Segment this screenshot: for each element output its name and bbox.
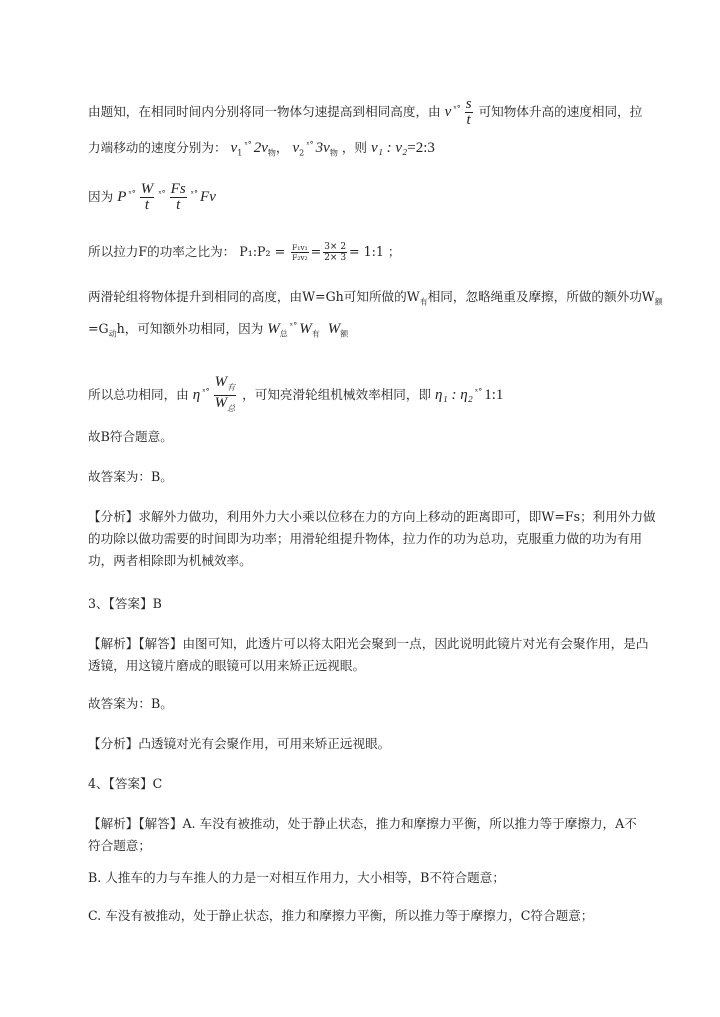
text-line: 力端移动的速度分别为： $v_1^{ˣ^\circ}$ $2v_物$， $v_2^{ˣ^\circ}$ $3v_物$ ，则 v₁ : v₂=2:3 (88, 140, 435, 158)
text-line: 【解析】【解答】A. 车没有被推动，处于静止状态，推力和摩擦力平衡，所以推力等于摩擦力，A不 (88, 816, 637, 831)
math-var: η₁ : η₂ (435, 387, 473, 403)
text: 所以总功相同，由 (88, 387, 189, 402)
eq-glyph: ˣ° (306, 140, 314, 149)
subscript: 物 (267, 148, 276, 158)
text-line: C. 车没有被推动，处于静止状态，推力和摩擦力平衡，所以推力等于摩擦力，C符合题意； (88, 908, 594, 923)
numerator (214, 375, 237, 396)
eq-glyph: ˣ° (158, 188, 166, 198)
text: ，可知亮滑轮组机械效率相同，即 (242, 387, 432, 402)
denominator: t (466, 112, 471, 128)
subscript: 动 (108, 329, 117, 339)
fraction (323, 242, 347, 263)
text-line: 故答案为：B。 (88, 469, 173, 484)
subscript: 额 (340, 329, 349, 339)
subscript: 有 (311, 329, 320, 339)
math-var: W (214, 374, 228, 390)
numerator: W (140, 181, 154, 197)
subscript: 总 (227, 404, 236, 413)
text-line (88, 182, 216, 213)
subscript: 有 (227, 383, 236, 392)
eq-glyph: ˣ° (128, 188, 136, 198)
fraction (465, 97, 473, 128)
text: ，则 (341, 140, 368, 156)
math-var: v₁ : v₂ (371, 140, 408, 157)
subscript: 总 (279, 329, 288, 339)
math-var: v (444, 104, 452, 120)
text: 因为 (88, 189, 114, 204)
text: 1:1 (484, 387, 504, 403)
math-var: v (230, 140, 238, 157)
fraction (170, 182, 187, 213)
text: 所以拉力F的功率之比为： (88, 244, 236, 259)
text-line: 4、【答案】C (88, 776, 163, 791)
eq-glyph: ˣ° (289, 321, 298, 330)
denominator: t (144, 197, 150, 213)
math-var: P (117, 189, 127, 205)
fraction (140, 182, 155, 213)
math-var: η (192, 387, 201, 403)
text: 可知物体升高的速度相同，拉 (478, 104, 643, 119)
subscript: 物 (329, 148, 338, 158)
math-var: 2v (253, 140, 268, 157)
math-var: W (327, 321, 341, 338)
math-text: = (310, 244, 322, 259)
text-line (88, 242, 401, 263)
text-line (88, 289, 663, 311)
fraction (214, 375, 237, 416)
math-text: P₁:P₂ = (239, 244, 286, 259)
text-line: B. 人推车的力与车推人的力是一对相互作用力，大小相等，B不符合题意； (88, 870, 505, 885)
denominator: 2× 3 (324, 253, 347, 263)
text-line: 【分析】凸透镜对光有会聚作用，可用来矫正远视眼。 (88, 736, 391, 751)
subscript: 有 (419, 297, 428, 307)
numerator: s (465, 96, 472, 112)
subscript: 额 (654, 297, 663, 307)
text-line (88, 97, 642, 128)
math-var: Fv (200, 189, 216, 205)
text: 两滑轮组将物体提升到相同的高度，由W=Gh可知所做的W (88, 289, 420, 304)
eq-glyph: ˣ° (190, 188, 199, 198)
text-line: 符合题意； (88, 838, 151, 853)
math-var: W (214, 395, 228, 411)
text-line: 故B符合题意。 (88, 429, 173, 444)
eq-glyph: ˣ° (474, 386, 483, 396)
numerator: Fs (170, 181, 186, 197)
text: =2:3 (407, 140, 435, 157)
subscript: 1 (237, 148, 243, 158)
text: h，可知额外功相同，因为 (116, 321, 264, 337)
eq-glyph: ˣ° (453, 103, 461, 113)
text-line: 故答案为：B。 (88, 696, 173, 711)
math-text: = (349, 244, 360, 259)
text-line: 的功除以做功需要的时间即为功率；用滑轮组提升物体，拉力作的功为总功，克服重力做的功为有用 (88, 531, 643, 546)
denominator (215, 396, 236, 416)
math-var: W (299, 321, 312, 338)
text-line: 功，两者相除即为机械效率。 (88, 553, 252, 568)
numerator: F₁v₁ (292, 243, 308, 252)
text-line (88, 375, 503, 416)
math-var: 3v (315, 140, 330, 157)
eq-glyph: ˣ° (202, 386, 210, 396)
text-line: 【分析】求解外力做功，利用外力大小乘以位移在力的方向上移动的距离即可，即W=Fs；利用外力做 (88, 509, 656, 524)
text-line (88, 318, 348, 343)
numerator: 3× 2 (324, 242, 347, 252)
math-var: W (267, 321, 280, 338)
eq-glyph: ˣ° (244, 140, 252, 149)
text: =G (88, 321, 109, 337)
subscript: 2 (299, 148, 305, 158)
text: 由题知，在相同时间内分别将同一物体匀速提高到相同高度，由 (88, 104, 441, 119)
text: 1:1 ； (363, 244, 401, 259)
denominator: F₂v₂ (292, 253, 308, 262)
text: 力端移动的速度分别为： (88, 140, 227, 156)
fraction (291, 243, 308, 262)
denominator: t (176, 197, 181, 213)
text-line: 3、【答案】B (88, 596, 162, 611)
text-line: 透镜，用这镜片磨成的眼镜可以用来矫正远视眼。 (88, 658, 366, 673)
math-var: v (292, 140, 300, 157)
text-line: 【解析】【解答】由图可知，此透片可以将太阳光会聚到一点，因此说明此镜片对光有会聚作用，是凸 (88, 636, 649, 651)
text: 相同，忽略绳重及摩擦，所做的额外功W (427, 289, 655, 304)
